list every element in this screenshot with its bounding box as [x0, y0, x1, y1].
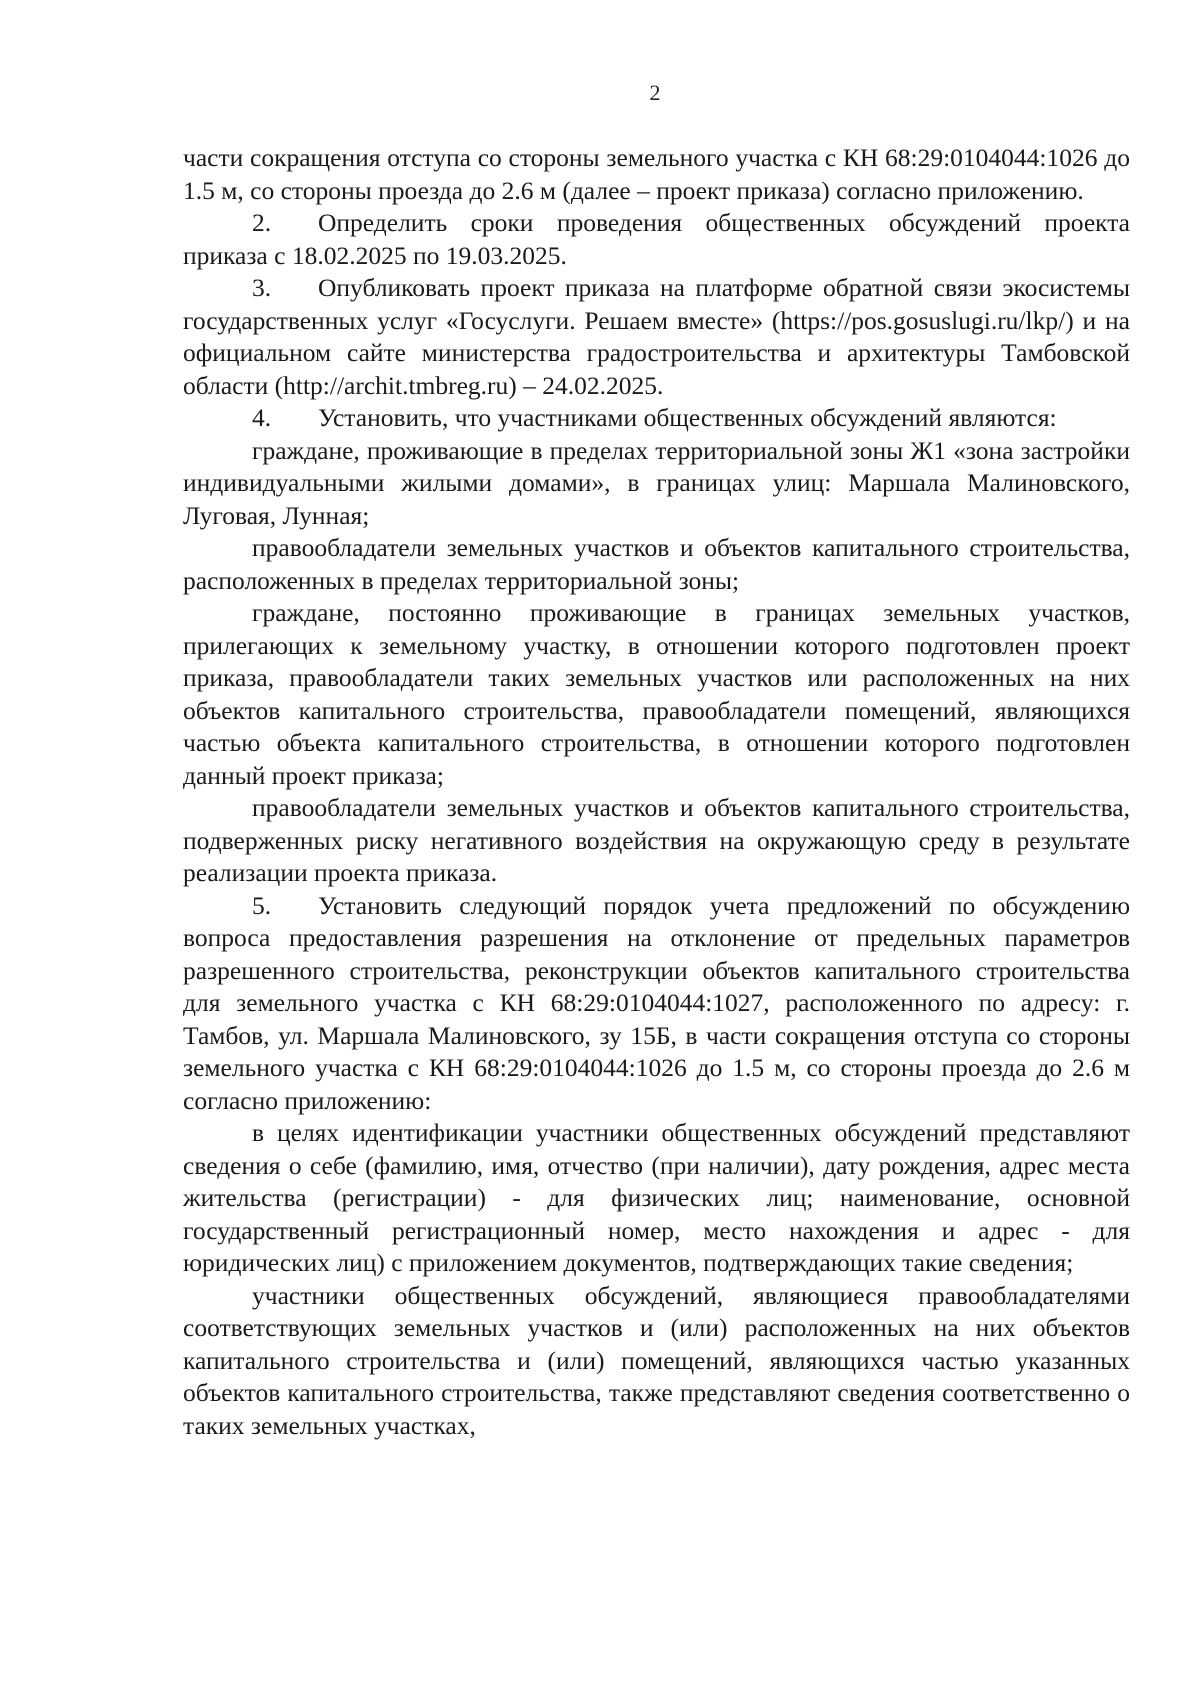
item-number: 4.	[252, 403, 272, 432]
numbered-item-3	[183, 272, 1130, 402]
participants-rightholders: правообладатели земельных участков и объектов капитального строительства, расположенных в пределах территориальной зоны;	[183, 533, 1130, 595]
document-body	[183, 142, 1130, 1442]
participants-adjacent: граждане, постоянно проживающие в границах земельных участков, прилегающих к земельному участку, в отношении которого подготовлен проект приказа, правообладатели таких земельных участков или расположенных на них объектов капитального строительства, правообладатели помещений, являющихся частью объекта капитального строительства, в отношении которого подготовлен данный проект приказа;	[183, 598, 1130, 790]
numbered-item-4	[183, 402, 1130, 435]
item-number: 2.	[252, 208, 272, 237]
participants-citizens: граждане, проживающие в пределах территориальной зоны Ж1 «зона застройки индивидуальными жилыми домами», в границах улиц: Маршала Малиновского, Луговая, Лунная;	[183, 435, 1130, 530]
item-text: Опубликовать проект приказа на платформе обратной связи экосистемы государственных услуг «Госуслуги. Решаем вместе» (https://pos.gosuslugi.ru/lkp/) и на официальном сайте министерства градостроительства и архитектуры Тамбовской области (http://archit.tmbreg.ru) – 24.02.2025.	[183, 273, 1130, 400]
item-text: Определить сроки проведения общественных обсуждений проекта приказа с 18.02.2025 по 19.03.2025.	[183, 208, 1130, 270]
identification-paragraph: в целях идентификации участники общественных обсуждений представляют сведения о себе (фамилию, имя, отчество (при наличии), дату рождения, адрес места жительства (регистрации) - для физических лиц; наименование, основной государственный регистрационный номер, место нахождения и адрес - для юридических лиц) с приложением документов, подтверждающих такие сведения;	[183, 1118, 1130, 1277]
numbered-item-5	[183, 890, 1130, 1118]
rightholders-paragraph: участники общественных обсуждений, являющиеся правообладателями соответствующих земельных участков и (или) расположенных на них объектов капитального строительства и (или) помещений, являющихся частью указанных объектов капитального строительства, также представляют сведения соответственно о таких земельных участках,	[183, 1280, 1130, 1440]
participants-at-risk: правообладатели земельных участков и объектов капитального строительства, подверженных риску негативного воздействия на окружающую среду в результате реализации проекта приказа.	[183, 793, 1130, 887]
item-number: 5.	[252, 890, 272, 920]
paragraph-continuation: части сокращения отступа со стороны земельного участка с КН 68:29:0104044:1026 до 1.5 м, со стороны проезда до 2.6 м (далее – проект приказа) согласно приложению.	[183, 143, 1130, 205]
page-number: 2	[649, 80, 661, 105]
numbered-item-2	[183, 207, 1130, 272]
item-text: Установить, что участниками общественных обсуждений являются:	[318, 403, 1057, 432]
item-text: Установить следующий порядок учета предложений по обсуждению вопроса предоставления разрешения на отклонение от предельных параметров разрешенного строительства, реконструкции объектов капитального строительства для земельного участка с КН 68:29:0104044:1027, расположенного по адресу: г. Тамбов, ул. Маршала Малиновского, зу 15Б, в части сокращения отступа со стороны земельного участка с КН 68:29:0104044:1026 до 1.5 м, со стороны проезда до 2.6 м согласно приложению:	[183, 890, 1130, 1115]
item-number: 3.	[252, 273, 272, 302]
